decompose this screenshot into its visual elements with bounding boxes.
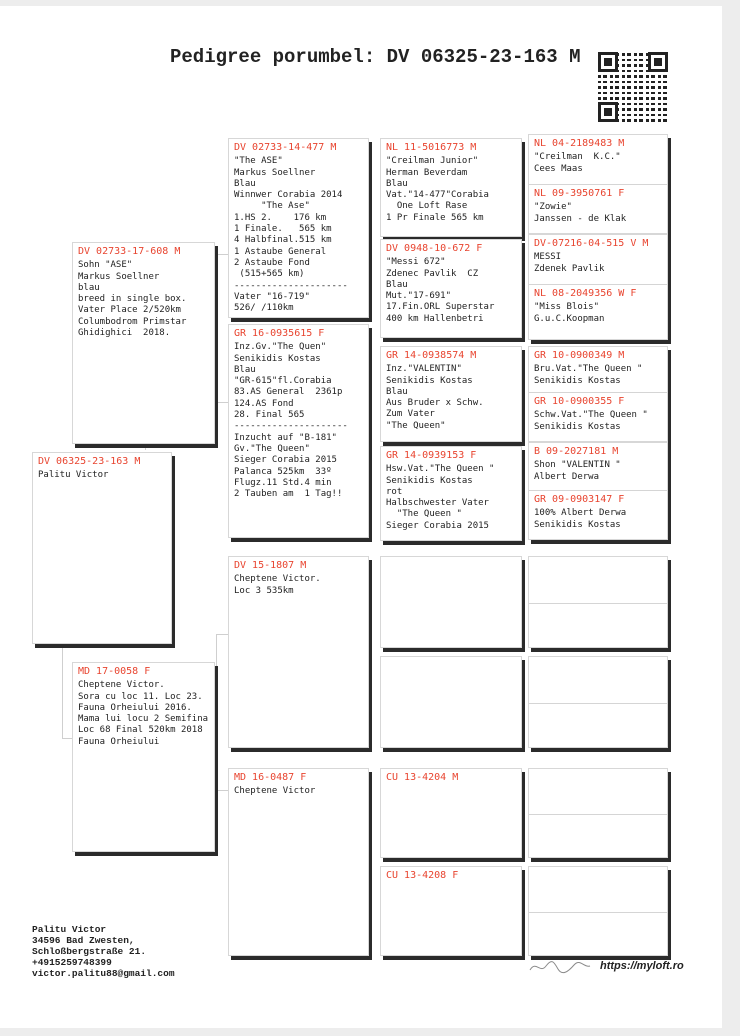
pigeon-card <box>529 443 667 490</box>
ggp-dds-box <box>380 768 522 858</box>
info-line: Vat."14-477"Corabia <box>386 190 489 201</box>
owner-address-line2: Schloßbergstraße 21. <box>32 946 147 957</box>
info-line: Markus Soellner <box>234 167 316 178</box>
info-line: "The ASE" <box>234 156 283 167</box>
info-line: --------------------- <box>234 421 348 432</box>
pigeon-card <box>33 453 171 482</box>
info-line: Halbschwester Vater <box>386 498 489 509</box>
ggp-sdd-box <box>380 446 522 541</box>
info-line: Flugz.11 Std.4 min <box>234 477 332 488</box>
ring-number: CU 13-4204 M <box>386 772 459 783</box>
pigeon-info <box>234 342 364 500</box>
pigeon-info <box>534 202 663 225</box>
info-line: Blau <box>386 178 408 189</box>
pigeon-info <box>534 152 663 175</box>
grandsire-paternal-box <box>228 138 369 318</box>
info-line: 400 km Hallenbetri <box>386 313 484 324</box>
info-line: MESSI <box>534 252 562 263</box>
info-line: "Zowie" <box>534 202 572 213</box>
ring-number: NL 08-2049356 W F <box>534 288 637 299</box>
pigeon-card <box>381 139 521 224</box>
pigeon-card <box>229 139 368 317</box>
gen4-pair-box <box>528 134 668 234</box>
info-line: Palanca 525km 33º <box>234 466 332 477</box>
granddam-paternal-box <box>228 324 369 538</box>
pigeon-card <box>529 603 667 648</box>
pigeon-card <box>229 325 368 537</box>
gen4-pair-box <box>528 556 668 648</box>
gen4-pair-box <box>528 234 668 340</box>
pigeon-info <box>78 260 210 339</box>
pigeon-card <box>229 769 368 798</box>
info-line: Zdenec Pavlik CZ <box>386 268 479 279</box>
ring-number: B 09-2027181 M <box>534 446 619 457</box>
pigeon-info <box>78 680 210 748</box>
info-line: Loc 68 Final 520km 2018 <box>78 725 203 736</box>
info-line: Vater "16-719" <box>234 291 310 302</box>
info-line: Ghidighici 2018. <box>78 328 171 339</box>
pedigree-sheet <box>0 6 722 1028</box>
owner-name: Palitu Victor <box>32 924 107 935</box>
info-line: Inz."VALENTIN" <box>386 364 462 375</box>
info-line: Senikidis Kostas <box>534 519 621 530</box>
info-line: 83.AS General 2361p <box>234 387 343 398</box>
gen4-pair-box <box>528 442 668 540</box>
pigeon-card <box>529 490 667 540</box>
info-line: Winnwer Corabia 2014 <box>234 190 343 201</box>
gen4-pair-box <box>528 866 668 956</box>
qr-code-icon <box>598 52 668 122</box>
info-line: Cheptene Victor. <box>78 680 165 691</box>
info-line: "The Queen" <box>386 420 446 431</box>
info-line: Zdenek Pavlik <box>534 263 605 274</box>
pigeon-card <box>381 240 521 325</box>
info-line: Inzucht auf "B-181" <box>234 432 337 443</box>
info-line: Blau <box>234 364 256 375</box>
info-line: Zum Vater <box>386 409 435 420</box>
pigeon-card <box>529 392 667 442</box>
gen4-pair-box <box>528 656 668 748</box>
ring-number: NL 09-3950761 F <box>534 188 625 199</box>
pigeon-card <box>381 347 521 432</box>
ring-number: DV 02733-17-608 M <box>78 246 181 257</box>
info-line: Aus Bruder x Schw. <box>386 398 484 409</box>
info-line: Mut."17-691" <box>386 291 452 302</box>
ring-number: GR 14-0938574 M <box>386 350 477 361</box>
pigeon-info <box>534 410 663 433</box>
info-line: 17.Fin.ORL Superstar <box>386 302 495 313</box>
info-line: blau <box>78 282 100 293</box>
info-line: "The Ase" <box>234 201 310 212</box>
info-line: 2 Tauben am 1 Tag!! <box>234 489 343 500</box>
info-line: Sieger Corabia 2015 <box>234 455 337 466</box>
info-line: Albert Derwa <box>534 471 600 482</box>
ring-number: DV-07216-04-515 V M <box>534 238 649 249</box>
pigeon-card <box>529 814 667 858</box>
info-line: Senikidis Kostas <box>534 421 621 432</box>
info-line: Cheptene Victor <box>234 786 316 797</box>
pigeon-card <box>381 769 521 786</box>
info-line: 28. Final 565 <box>234 410 305 421</box>
info-line: Senikidis Kostas <box>534 375 621 386</box>
info-line: "Creilman K.C." <box>534 152 621 163</box>
info-line: Herman Beverdam <box>386 167 468 178</box>
info-line: Schw.Vat."The Queen " <box>534 410 648 421</box>
pigeon-card <box>529 284 667 340</box>
pigeon-card <box>73 243 214 339</box>
info-line: Blau <box>234 178 256 189</box>
ring-number: DV 15-1807 M <box>234 560 307 571</box>
ring-number: CU 13-4208 F <box>386 870 459 881</box>
info-line: 2 Astaube Fond <box>234 257 310 268</box>
info-line: One Loft Rase <box>386 201 468 212</box>
ggp-ddd-box <box>380 866 522 956</box>
info-line: 1 Pr Finale 565 km <box>386 212 484 223</box>
ggp-dsd-box <box>380 656 522 748</box>
pigeon-info <box>534 252 663 275</box>
pigeon-card <box>529 184 667 234</box>
owner-phone: +4915259748399 <box>32 957 112 968</box>
pigeon-card <box>529 867 667 912</box>
info-line: rot <box>386 486 403 497</box>
info-line: 100% Albert Derwa <box>534 508 627 519</box>
pigeon-card <box>529 657 667 703</box>
info-line: 1 Finale. 565 km <box>234 224 332 235</box>
ring-number: GR 16-0935615 F <box>234 328 325 339</box>
pigeon-info <box>38 470 167 481</box>
info-line: Blau <box>386 386 408 397</box>
ggp-dss-box <box>380 556 522 648</box>
info-line: Bru.Vat."The Queen " <box>534 364 643 375</box>
pigeon-card <box>381 657 521 663</box>
pigeon-info <box>386 364 517 432</box>
pigeon-info <box>386 257 517 325</box>
info-line: "Creilman Junior" <box>386 156 479 167</box>
info-line: 124.AS Fond <box>234 398 294 409</box>
info-line: Vater Place 2/520km <box>78 305 181 316</box>
pigeon-info <box>534 508 663 531</box>
granddam-maternal-box <box>228 768 369 956</box>
info-line: Senikidis Kostas <box>386 475 473 486</box>
info-line: 526/ /110km <box>234 303 294 314</box>
pigeon-info <box>386 156 517 224</box>
info-line: Sohn "ASE" <box>78 260 133 271</box>
owner-contact <box>32 924 175 979</box>
page-title: Pedigree porumbel: DV 06325-23-163 M <box>170 46 581 68</box>
info-line: Blau <box>386 279 408 290</box>
info-line: (515+565 km) <box>234 269 305 280</box>
info-line: Senikidis Kostas <box>234 353 321 364</box>
ring-number: DV 06325-23-163 M <box>38 456 141 467</box>
ggp-sss-box <box>380 138 522 237</box>
gen4-pair-box <box>528 346 668 442</box>
ring-number: MD 17-0058 F <box>78 666 151 677</box>
info-line: Markus Soellner <box>78 271 160 282</box>
ggp-sds-box <box>380 346 522 442</box>
ggp-ssd-box <box>380 239 522 338</box>
info-line: Fauna Orheiului <box>78 736 160 747</box>
pigeon-card <box>381 867 521 884</box>
pigeon-info <box>234 156 364 314</box>
info-line: Fauna Orheiului 2016. <box>78 702 192 713</box>
dam-box <box>72 662 215 852</box>
owner-email: victor.palitu88@gmail.com <box>32 968 175 979</box>
pigeon-card <box>381 557 521 563</box>
sire-box <box>72 242 215 444</box>
info-line: Janssen - de Klak <box>534 213 627 224</box>
info-line: Mama lui locu 2 Semifina <box>78 714 209 725</box>
info-line: --------------------- <box>234 280 348 291</box>
ring-number: GR 10-0900349 M <box>534 350 625 361</box>
pigeon-card <box>529 557 667 603</box>
pigeon-card <box>73 663 214 748</box>
info-line: Inz.Gv."The Quen" <box>234 342 327 353</box>
info-line: "The Queen " <box>386 509 462 520</box>
info-line: "GR-615"fl.Corabia <box>234 376 332 387</box>
info-line: Columbodrom Primstar <box>78 316 187 327</box>
pigeon-card <box>529 912 667 956</box>
ring-number: MD 16-0487 F <box>234 772 307 783</box>
ring-number: GR 09-0903147 F <box>534 494 625 505</box>
info-line: breed in single box. <box>78 294 187 305</box>
pigeon-card <box>229 557 368 597</box>
pigeon-info <box>534 460 663 483</box>
info-line: "Messi 672" <box>386 257 446 268</box>
info-line: Shon "VALENTIN " <box>534 460 621 471</box>
info-line: "Miss Blois" <box>534 302 600 313</box>
info-line: 1.HS 2. 176 km <box>234 212 327 223</box>
pigeon-card <box>381 447 521 532</box>
ring-number: GR 14-0939153 F <box>386 450 477 461</box>
pigeon-info <box>234 574 364 597</box>
info-line: Cees Maas <box>534 163 583 174</box>
info-line: Senikidis Kostas <box>386 375 473 386</box>
pigeon-info <box>534 364 663 387</box>
pigeon-card <box>529 235 667 284</box>
ring-number: GR 10-0900355 F <box>534 396 625 407</box>
info-line: Cheptene Victor. <box>234 574 321 585</box>
pigeon-card <box>529 703 667 748</box>
info-line: Hsw.Vat."The Queen " <box>386 464 495 475</box>
website-link[interactable]: https://myloft.ro <box>600 960 684 972</box>
pigeon-info <box>234 786 364 797</box>
info-line: Gv."The Queen" <box>234 443 310 454</box>
owner-address-line1: 34596 Bad Zwesten, <box>32 935 135 946</box>
info-line: 1 Astaube General <box>234 246 327 257</box>
info-line: Loc 3 535km <box>234 585 294 596</box>
ring-number: DV 0948-10-672 F <box>386 243 483 254</box>
info-line: Palitu Victor <box>38 470 109 481</box>
pigeon-info <box>386 464 517 532</box>
info-line: Sora cu loc 11. Loc 23. <box>78 691 203 702</box>
ring-number: DV 02733-14-477 M <box>234 142 337 153</box>
pigeon-info <box>534 302 663 325</box>
pigeon-card <box>529 135 667 184</box>
signature-icon <box>528 956 592 978</box>
info-line: G.u.C.Koopman <box>534 313 605 324</box>
info-line: 4 Halbfinal.515 km <box>234 235 332 246</box>
pigeon-card <box>529 347 667 392</box>
ring-number: NL 04-2189483 M <box>534 138 625 149</box>
gen4-pair-box <box>528 768 668 858</box>
pedigree-subject-box <box>32 452 172 644</box>
grandsire-maternal-box <box>228 556 369 748</box>
ring-number: NL 11-5016773 M <box>386 142 477 153</box>
pigeon-card <box>529 769 667 814</box>
info-line: Sieger Corabia 2015 <box>386 520 489 531</box>
